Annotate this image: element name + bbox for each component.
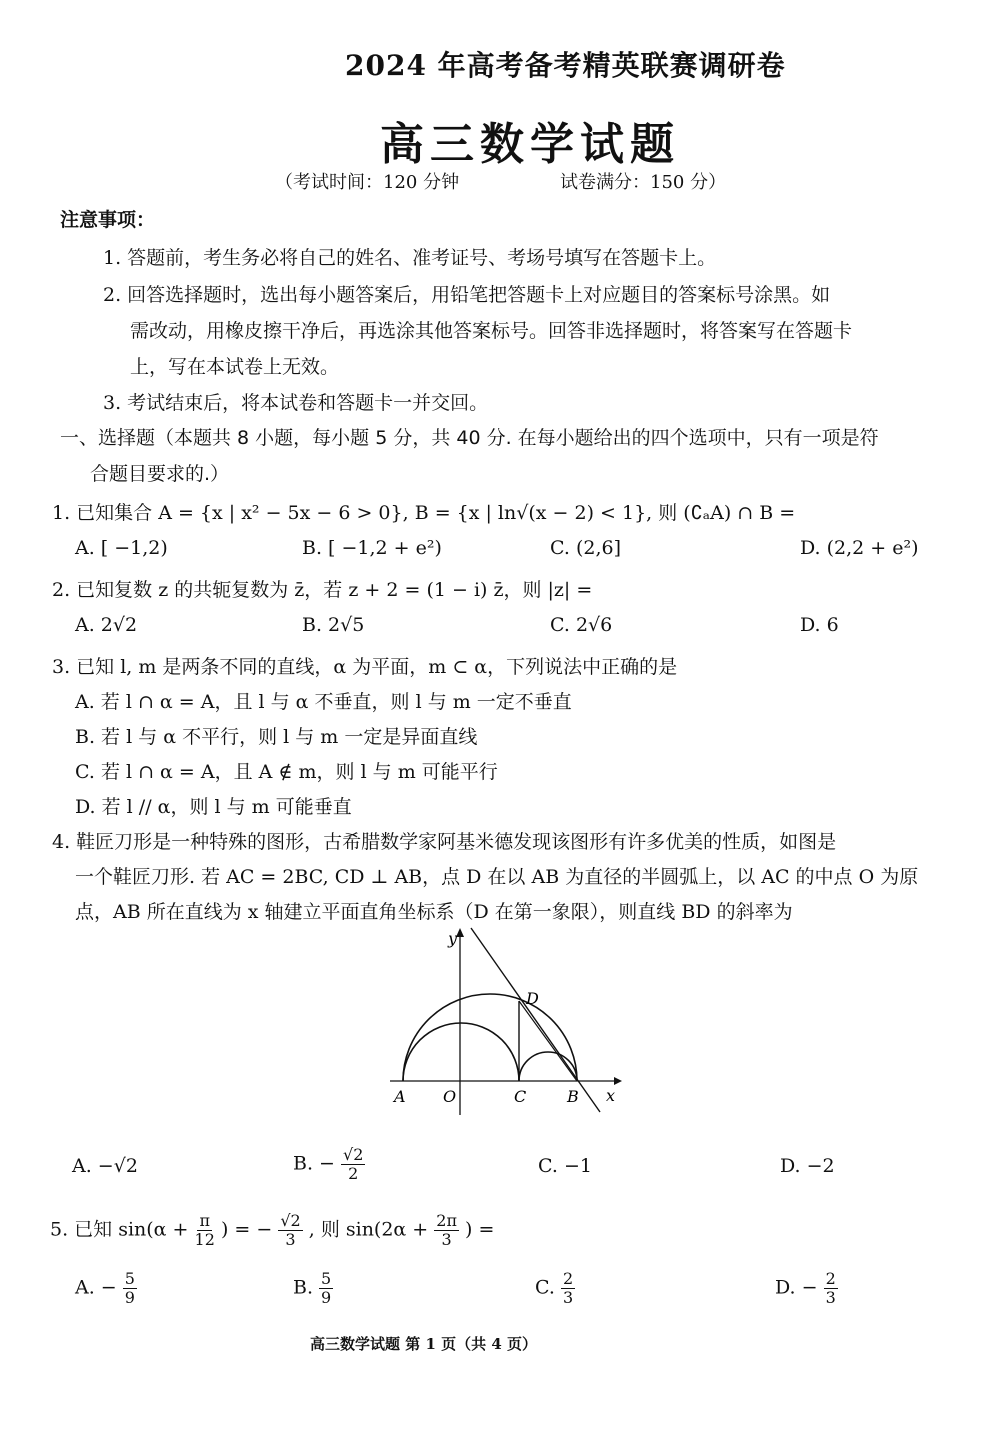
fraction-denominator: 3 — [562, 1288, 574, 1307]
y-axis-arrow — [456, 928, 464, 937]
fraction-denominator: 2 — [348, 1164, 359, 1183]
q4-option-c: C. −1 — [538, 1155, 592, 1177]
fraction-denominator: 3 — [285, 1230, 296, 1249]
arbelos-figure — [370, 920, 640, 1120]
fraction-numerator: √2 — [343, 1145, 364, 1164]
exam-name: 2024 年高考备考精英联赛调研卷 — [345, 49, 786, 82]
q5-option-c — [535, 1270, 575, 1307]
semicircle-ab — [403, 994, 577, 1081]
fraction-numerator: 5 — [124, 1269, 135, 1288]
q5-stem-part: , 则 sin(2α + — [308, 1218, 429, 1241]
question-2-stem: 2. 已知复数 z 的共轭复数为 z̄，若 z + 2 = (1 − i) z̄，则 |z| = — [52, 579, 593, 601]
q2-option-a: A. 2√2 — [75, 614, 138, 636]
fraction-numerator: π — [199, 1211, 210, 1230]
notice-line: 3. 考试结束后，将本试卷和答题卡一并交回。 — [103, 392, 489, 414]
notice-line: 1. 答题前，考生务必将自己的姓名、准考证号、考场号填写在答题卡上。 — [103, 247, 717, 269]
question-4-stem: 点，AB 所在直线为 x 轴建立平面直角坐标系（D 在第一象限），则直线 BD 的斜率为 — [75, 901, 793, 923]
option-fraction — [824, 1270, 838, 1307]
label-c: C — [514, 1087, 527, 1106]
exam-time: （考试时间：120 分钟 — [275, 172, 460, 193]
q5-option-b — [293, 1270, 333, 1307]
option-prefix: B. — [293, 1276, 320, 1299]
q5-option-a — [75, 1270, 137, 1307]
q3-option-c: C. 若 l ∩ α = A，且 A ∉ m，则 l 与 m 可能平行 — [75, 761, 498, 783]
fraction-numerator: 2π — [436, 1211, 457, 1230]
fraction-denominator: 9 — [124, 1288, 135, 1307]
label-d: D — [526, 989, 539, 1008]
q4-option-b-prefix: B. − — [293, 1152, 335, 1175]
fraction-denominator: 3 — [825, 1288, 836, 1307]
label-x: x — [606, 1086, 616, 1105]
label-y: y — [448, 929, 458, 948]
q5-option-d — [775, 1270, 838, 1307]
full-score: 试卷满分：150 分） — [560, 172, 727, 193]
question-1-stem: 1. 已知集合 A = {x | x² − 5x − 6 > 0}, B = {x | ln√(x − 2) < 1}, 则 (∁ₐA) ∩ B = — [52, 502, 796, 524]
fraction-numerator: 5 — [321, 1269, 332, 1288]
section-heading: 一、选择题（本题共 8 小题，每小题 5 分，共 40 分. 在每小题给出的四个选项中，只有一项是符 — [60, 427, 879, 449]
fraction-numerator: 2 — [825, 1269, 836, 1288]
q4-option-a: A. −√2 — [72, 1155, 138, 1177]
label-o: O — [443, 1087, 457, 1106]
page-footer: 高三数学试题 第 1 页（共 4 页） — [310, 1335, 537, 1353]
notice-line: 上，写在本试卷上无效。 — [130, 356, 340, 378]
label-b: B — [567, 1087, 579, 1106]
fraction-denominator: 9 — [321, 1288, 332, 1307]
page-title: 高三数学试题 — [380, 119, 680, 170]
q3-option-b: B. 若 l 与 α 不平行，则 l 与 m 一定是异面直线 — [75, 726, 478, 748]
q5-stem-part: 5. 已知 sin(α + — [50, 1218, 189, 1241]
q5-fraction-2pi-3 — [434, 1212, 459, 1249]
question-5-stem — [50, 1212, 494, 1249]
notice-line: 2. 回答选择题时，选出每小题答案后，用铅笔把答题卡上对应题目的答案标号涂黑。如 — [103, 284, 831, 306]
fraction-numerator: √2 — [280, 1211, 301, 1230]
segment-bd — [519, 1001, 577, 1081]
q3-option-a: A. 若 l ∩ α = A，且 l 与 α 不垂直，则 l 与 m 一定不垂直 — [75, 691, 572, 713]
option-fraction — [561, 1270, 575, 1307]
fraction-denominator: 12 — [194, 1230, 215, 1249]
q2-option-c: C. 2√6 — [550, 614, 613, 636]
q5-stem-part: ) = − — [220, 1218, 273, 1241]
q5-stem-part: ) = — [465, 1218, 495, 1241]
line-bd — [471, 928, 600, 1112]
option-prefix: A. − — [75, 1276, 117, 1299]
q1-option-b: B. [ −1,2 + e²) — [302, 537, 442, 559]
x-axis-arrow — [614, 1077, 622, 1085]
fraction-denominator: 3 — [441, 1230, 452, 1249]
section-heading-cont: 合题目要求的.） — [90, 463, 230, 485]
semicircle-ac — [403, 1023, 519, 1081]
q3-option-d: D. 若 l // α，则 l 与 m 可能垂直 — [75, 796, 352, 818]
option-prefix: C. — [535, 1276, 561, 1299]
q1-option-d: D. (2,2 + e²) — [800, 537, 919, 559]
option-fraction — [319, 1270, 333, 1307]
q4-option-b-fraction — [341, 1146, 365, 1183]
q2-option-b: B. 2√5 — [302, 614, 365, 636]
q4-option-d: D. −2 — [780, 1155, 835, 1177]
question-4-stem: 4. 鞋匠刀形是一种特殊的图形，古希腊数学家阿基米德发现该图形有许多优美的性质，如图是 — [52, 831, 837, 853]
label-a: A — [394, 1087, 406, 1106]
q1-option-a: A. [ −1,2) — [75, 537, 168, 559]
question-4-stem: 一个鞋匠刀形. 若 AC = 2BC, CD ⊥ AB，点 D 在以 AB 为直径的半圆弧上，以 AC 的中点 O 为原 — [75, 866, 919, 888]
q5-fraction-root2-3 — [278, 1212, 302, 1249]
q2-option-d: D. 6 — [800, 614, 839, 636]
notice-line: 需改动，用橡皮擦干净后，再选涂其他答案标号。回答非选择题时，将答案写在答题卡 — [130, 320, 853, 342]
fraction-numerator: 2 — [562, 1269, 574, 1288]
q1-option-c: C. (2,6] — [550, 537, 621, 559]
q5-fraction-pi-12 — [195, 1212, 215, 1249]
notice-heading: 注意事项： — [60, 209, 156, 231]
option-fraction — [123, 1270, 137, 1307]
question-3-stem: 3. 已知 l, m 是两条不同的直线，α 为平面，m ⊂ α，下列说法中正确的是 — [52, 656, 678, 678]
option-prefix: D. − — [775, 1276, 818, 1299]
q4-option-b — [293, 1146, 365, 1183]
